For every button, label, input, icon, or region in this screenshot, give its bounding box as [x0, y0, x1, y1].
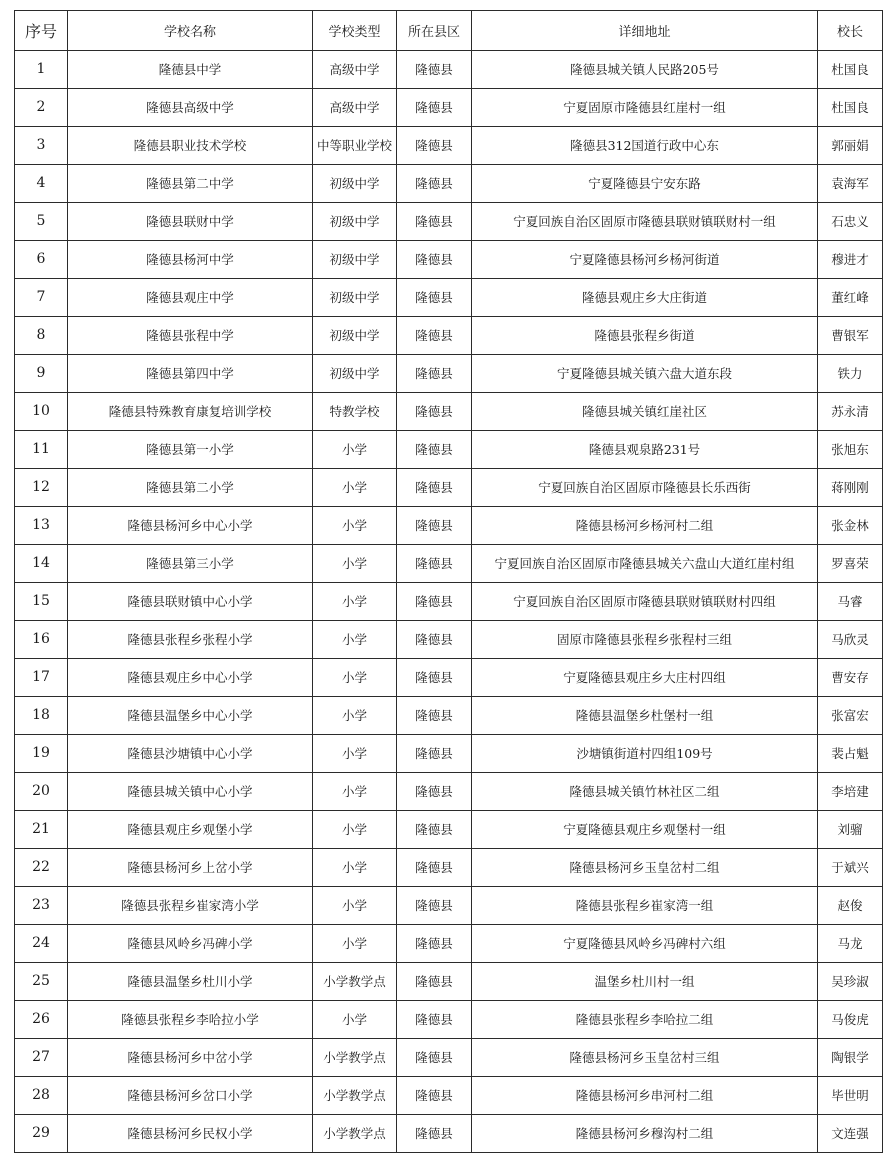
cell-school-name: 隆德县观庄中学: [68, 279, 313, 317]
cell-school-name: 隆德县杨河乡中心小学: [68, 507, 313, 545]
table-row: [15, 621, 883, 659]
cell-county: 隆德县: [397, 127, 472, 165]
cell-serial-number: 9: [15, 355, 68, 393]
table-row: [15, 583, 883, 621]
cell-school-type: 初级中学: [313, 279, 397, 317]
header-principal: 校长: [818, 11, 883, 51]
cell-school-type: 小学教学点: [313, 1077, 397, 1115]
cell-school-name: 隆德县杨河乡岔口小学: [68, 1077, 313, 1115]
cell-school-name: 隆德县高级中学: [68, 89, 313, 127]
cell-school-type: 初级中学: [313, 165, 397, 203]
cell-school-name: 隆德县职业技术学校: [68, 127, 313, 165]
cell-address: 宁夏固原市隆德县红崖村一组: [472, 89, 818, 127]
cell-address: 宁夏回族自治区固原市隆德县联财镇联财村一组: [472, 203, 818, 241]
cell-serial-number: 26: [15, 1001, 68, 1039]
table-row: [15, 89, 883, 127]
cell-principal: 石忠义: [818, 203, 883, 241]
cell-school-name: 隆德县温堡乡中心小学: [68, 697, 313, 735]
cell-county: 隆德县: [397, 393, 472, 431]
cell-address: 隆德县城关镇人民路205号: [472, 51, 818, 89]
cell-school-name: 隆德县第一小学: [68, 431, 313, 469]
cell-serial-number: 16: [15, 621, 68, 659]
cell-principal: 马俊虎: [818, 1001, 883, 1039]
cell-county: 隆德县: [397, 659, 472, 697]
cell-school-name: 隆德县特殊教育康复培训学校: [68, 393, 313, 431]
cell-school-type: 小学: [313, 659, 397, 697]
cell-school-name: 隆德县联财中学: [68, 203, 313, 241]
cell-address: 宁夏隆德县风岭乡冯碑村六组: [472, 925, 818, 963]
table-row: [15, 1001, 883, 1039]
cell-principal: 马龙: [818, 925, 883, 963]
cell-school-type: 小学教学点: [313, 1115, 397, 1153]
cell-serial-number: 5: [15, 203, 68, 241]
cell-serial-number: 3: [15, 127, 68, 165]
cell-serial-number: 6: [15, 241, 68, 279]
table-row: [15, 355, 883, 393]
cell-school-type: 小学: [313, 1001, 397, 1039]
cell-principal: 毕世明: [818, 1077, 883, 1115]
cell-address: 宁夏隆德县宁安东路: [472, 165, 818, 203]
cell-address: 隆德县温堡乡杜堡村一组: [472, 697, 818, 735]
cell-principal: 李培建: [818, 773, 883, 811]
cell-county: 隆德县: [397, 583, 472, 621]
cell-school-name: 隆德县杨河乡中岔小学: [68, 1039, 313, 1077]
table-row: [15, 203, 883, 241]
cell-county: 隆德县: [397, 1039, 472, 1077]
cell-school-type: 高级中学: [313, 89, 397, 127]
cell-serial-number: 1: [15, 51, 68, 89]
cell-address: 宁夏隆德县杨河乡杨河街道: [472, 241, 818, 279]
cell-address: 隆德县观庄乡大庄街道: [472, 279, 818, 317]
header-school-name: 学校名称: [68, 11, 313, 51]
cell-school-name: 隆德县张程乡崔家湾小学: [68, 887, 313, 925]
cell-school-type: 小学教学点: [313, 963, 397, 1001]
cell-principal: 杜国良: [818, 89, 883, 127]
table-row: [15, 393, 883, 431]
cell-school-type: 小学: [313, 621, 397, 659]
table-row: [15, 431, 883, 469]
cell-county: 隆德县: [397, 355, 472, 393]
cell-serial-number: 2: [15, 89, 68, 127]
cell-county: 隆德县: [397, 279, 472, 317]
cell-school-name: 隆德县第二中学: [68, 165, 313, 203]
cell-address: 隆德县杨河乡穆沟村二组: [472, 1115, 818, 1153]
table-row: [15, 545, 883, 583]
cell-county: 隆德县: [397, 887, 472, 925]
cell-school-type: 小学: [313, 811, 397, 849]
table-row: [15, 659, 883, 697]
cell-address: 宁夏隆德县观庄乡大庄村四组: [472, 659, 818, 697]
cell-county: 隆德县: [397, 1001, 472, 1039]
cell-serial-number: 17: [15, 659, 68, 697]
table-row: [15, 1077, 883, 1115]
cell-county: 隆德县: [397, 811, 472, 849]
cell-county: 隆德县: [397, 1115, 472, 1153]
cell-address: 隆德县张程乡街道: [472, 317, 818, 355]
cell-principal: 张旭东: [818, 431, 883, 469]
table-header-row: [15, 11, 883, 51]
cell-school-name: 隆德县张程乡张程小学: [68, 621, 313, 659]
cell-county: 隆德县: [397, 963, 472, 1001]
cell-principal: 马欣灵: [818, 621, 883, 659]
cell-serial-number: 19: [15, 735, 68, 773]
cell-serial-number: 23: [15, 887, 68, 925]
cell-school-name: 隆德县第四中学: [68, 355, 313, 393]
cell-principal: 刘骝: [818, 811, 883, 849]
cell-school-name: 隆德县张程乡李哈拉小学: [68, 1001, 313, 1039]
cell-principal: 穆进才: [818, 241, 883, 279]
table-row: [15, 849, 883, 887]
table-row: [15, 1115, 883, 1153]
cell-school-type: 中等职业学校: [313, 127, 397, 165]
cell-serial-number: 12: [15, 469, 68, 507]
cell-address: 宁夏回族自治区固原市隆德县联财镇联财村四组: [472, 583, 818, 621]
cell-principal: 裴占魁: [818, 735, 883, 773]
cell-school-type: 初级中学: [313, 355, 397, 393]
cell-county: 隆德县: [397, 697, 472, 735]
cell-principal: 张金林: [818, 507, 883, 545]
cell-address: 隆德县城关镇竹林社区二组: [472, 773, 818, 811]
cell-serial-number: 7: [15, 279, 68, 317]
cell-school-type: 小学: [313, 887, 397, 925]
cell-address: 宁夏隆德县城关镇六盘大道东段: [472, 355, 818, 393]
cell-school-type: 小学: [313, 697, 397, 735]
cell-address: 固原市隆德县张程乡张程村三组: [472, 621, 818, 659]
cell-principal: 董红峰: [818, 279, 883, 317]
table-row: [15, 469, 883, 507]
header-serial-number: 序号: [15, 11, 68, 51]
cell-school-type: 特教学校: [313, 393, 397, 431]
cell-county: 隆德县: [397, 925, 472, 963]
cell-county: 隆德县: [397, 431, 472, 469]
cell-serial-number: 24: [15, 925, 68, 963]
cell-principal: 于斌兴: [818, 849, 883, 887]
cell-principal: 赵俊: [818, 887, 883, 925]
cell-school-name: 隆德县中学: [68, 51, 313, 89]
cell-school-name: 隆德县联财镇中心小学: [68, 583, 313, 621]
table-row: [15, 127, 883, 165]
cell-serial-number: 21: [15, 811, 68, 849]
table-row: [15, 773, 883, 811]
cell-address: 宁夏回族自治区固原市隆德县长乐西街: [472, 469, 818, 507]
cell-county: 隆德县: [397, 51, 472, 89]
table-row: [15, 165, 883, 203]
header-school-type: 学校类型: [313, 11, 397, 51]
cell-county: 隆德县: [397, 469, 472, 507]
cell-address: 隆德县杨河乡玉皇岔村三组: [472, 1039, 818, 1077]
cell-address: 温堡乡杜川村一组: [472, 963, 818, 1001]
cell-serial-number: 10: [15, 393, 68, 431]
cell-county: 隆德县: [397, 621, 472, 659]
cell-principal: 蒋刚刚: [818, 469, 883, 507]
cell-principal: 杜国良: [818, 51, 883, 89]
cell-principal: 罗喜荣: [818, 545, 883, 583]
cell-principal: 马睿: [818, 583, 883, 621]
cell-county: 隆德县: [397, 735, 472, 773]
table-row: [15, 241, 883, 279]
cell-principal: 苏永清: [818, 393, 883, 431]
cell-address: 沙塘镇街道村四组109号: [472, 735, 818, 773]
cell-principal: 陶银学: [818, 1039, 883, 1077]
cell-school-type: 小学: [313, 773, 397, 811]
table-row: [15, 697, 883, 735]
cell-school-type: 小学: [313, 925, 397, 963]
cell-address: 隆德县城关镇红崖社区: [472, 393, 818, 431]
table-body: [15, 51, 883, 1153]
cell-school-type: 初级中学: [313, 317, 397, 355]
cell-school-name: 隆德县杨河中学: [68, 241, 313, 279]
cell-serial-number: 14: [15, 545, 68, 583]
table-row: [15, 963, 883, 1001]
cell-school-name: 隆德县杨河乡上岔小学: [68, 849, 313, 887]
cell-county: 隆德县: [397, 773, 472, 811]
cell-principal: 袁海军: [818, 165, 883, 203]
cell-serial-number: 11: [15, 431, 68, 469]
cell-address: 隆德县杨河乡杨河村二组: [472, 507, 818, 545]
cell-school-name: 隆德县杨河乡民权小学: [68, 1115, 313, 1153]
table-row: [15, 317, 883, 355]
table-row: [15, 279, 883, 317]
cell-school-type: 小学: [313, 545, 397, 583]
cell-school-type: 小学: [313, 431, 397, 469]
cell-serial-number: 29: [15, 1115, 68, 1153]
cell-serial-number: 15: [15, 583, 68, 621]
cell-county: 隆德县: [397, 507, 472, 545]
cell-serial-number: 18: [15, 697, 68, 735]
cell-address: 隆德县观泉路231号: [472, 431, 818, 469]
cell-address: 隆德县张程乡崔家湾一组: [472, 887, 818, 925]
cell-county: 隆德县: [397, 317, 472, 355]
cell-school-type: 初级中学: [313, 241, 397, 279]
cell-school-name: 隆德县第二小学: [68, 469, 313, 507]
cell-address: 宁夏隆德县观庄乡观堡村一组: [472, 811, 818, 849]
header-county: 所在县区: [397, 11, 472, 51]
cell-school-type: 高级中学: [313, 51, 397, 89]
cell-principal: 曹银军: [818, 317, 883, 355]
cell-serial-number: 27: [15, 1039, 68, 1077]
table-row: [15, 735, 883, 773]
cell-serial-number: 8: [15, 317, 68, 355]
cell-county: 隆德县: [397, 849, 472, 887]
table-row: [15, 925, 883, 963]
cell-school-name: 隆德县观庄乡观堡小学: [68, 811, 313, 849]
cell-serial-number: 22: [15, 849, 68, 887]
cell-principal: 吴珍淑: [818, 963, 883, 1001]
table-row: [15, 811, 883, 849]
cell-school-type: 小学: [313, 735, 397, 773]
cell-school-name: 隆德县第三小学: [68, 545, 313, 583]
cell-county: 隆德县: [397, 545, 472, 583]
cell-county: 隆德县: [397, 1077, 472, 1115]
cell-address: 隆德县312国道行政中心东: [472, 127, 818, 165]
cell-serial-number: 28: [15, 1077, 68, 1115]
cell-principal: 铁力: [818, 355, 883, 393]
cell-school-name: 隆德县沙塘镇中心小学: [68, 735, 313, 773]
cell-school-name: 隆德县张程中学: [68, 317, 313, 355]
cell-serial-number: 25: [15, 963, 68, 1001]
cell-address: 隆德县杨河乡串河村二组: [472, 1077, 818, 1115]
cell-principal: 张富宏: [818, 697, 883, 735]
cell-school-name: 隆德县温堡乡杜川小学: [68, 963, 313, 1001]
cell-county: 隆德县: [397, 203, 472, 241]
cell-serial-number: 13: [15, 507, 68, 545]
table-row: [15, 1039, 883, 1077]
cell-county: 隆德县: [397, 241, 472, 279]
cell-principal: 曹安存: [818, 659, 883, 697]
cell-school-type: 小学: [313, 583, 397, 621]
table-row: [15, 887, 883, 925]
cell-school-name: 隆德县观庄乡中心小学: [68, 659, 313, 697]
cell-address: 隆德县张程乡李哈拉二组: [472, 1001, 818, 1039]
cell-school-name: 隆德县城关镇中心小学: [68, 773, 313, 811]
cell-address: 隆德县杨河乡玉皇岔村二组: [472, 849, 818, 887]
cell-school-type: 小学: [313, 507, 397, 545]
cell-school-type: 小学: [313, 849, 397, 887]
cell-serial-number: 4: [15, 165, 68, 203]
cell-school-type: 初级中学: [313, 203, 397, 241]
cell-address: 宁夏回族自治区固原市隆德县城关六盘山大道红崖村组: [472, 545, 818, 583]
cell-serial-number: 20: [15, 773, 68, 811]
cell-school-type: 小学: [313, 469, 397, 507]
cell-school-name: 隆德县风岭乡冯碑小学: [68, 925, 313, 963]
cell-county: 隆德县: [397, 165, 472, 203]
school-table: [14, 10, 883, 1153]
cell-county: 隆德县: [397, 89, 472, 127]
cell-principal: 文连强: [818, 1115, 883, 1153]
cell-principal: 郭丽娟: [818, 127, 883, 165]
table-row: [15, 507, 883, 545]
cell-school-type: 小学教学点: [313, 1039, 397, 1077]
table-row: [15, 51, 883, 89]
header-address: 详细地址: [472, 11, 818, 51]
